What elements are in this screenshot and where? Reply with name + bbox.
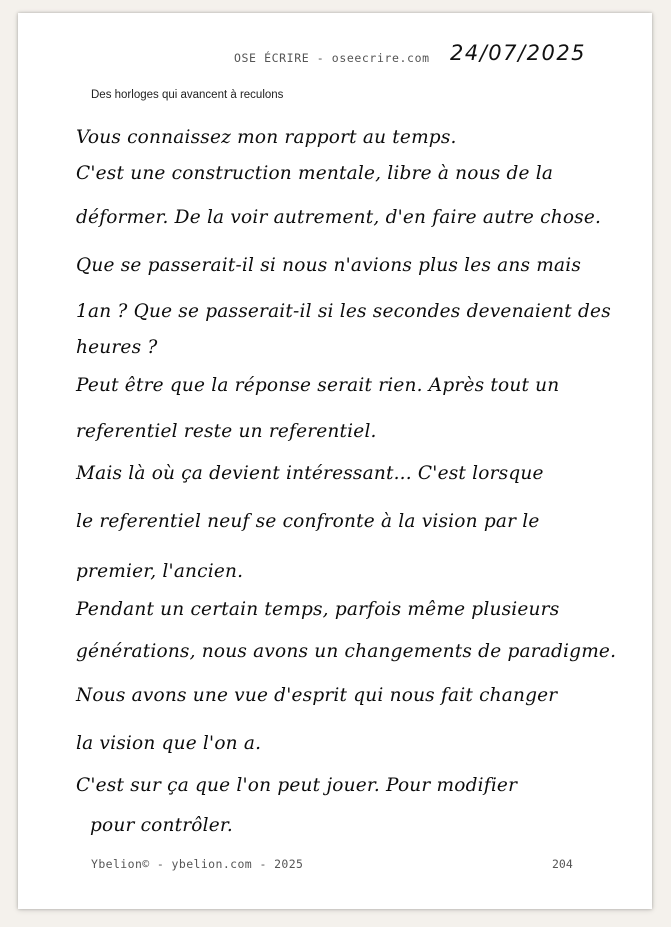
handwritten-line: la vision que l'on a.: [76, 733, 262, 754]
handwritten-line: referentiel reste un referentiel.: [76, 421, 377, 442]
handwritten-line: C'est sur ça que l'on peut jouer. Pour modifier: [76, 775, 518, 796]
handwritten-line: 1an ? Que se passerait-il si les secondes devenaient des: [76, 301, 611, 322]
handwritten-line: C'est une construction mentale, libre à nous de la: [76, 163, 554, 184]
handwritten-line: Mais là où ça devient intéressant... C'est lorsque: [76, 463, 544, 484]
handwritten-line: Nous avons une vue d'esprit qui nous fait changer: [76, 685, 558, 706]
handwritten-line: premier, l'ancien.: [76, 561, 244, 582]
handwritten-line: Que se passerait-il si nous n'avions plus les ans mais: [76, 255, 582, 276]
handwritten-line: Peut être que la réponse serait rien. Après tout un: [76, 375, 560, 396]
header-site: OSE ÉCRIRE - oseecrire.com: [234, 51, 430, 65]
handwritten-line: heures ?: [76, 337, 158, 358]
notebook-page: [18, 13, 652, 909]
handwritten-line: Pendant un certain temps, parfois même plusieurs: [76, 599, 560, 620]
handwritten-line: le referentiel neuf se confronte à la vision par le: [76, 511, 540, 532]
footer-credit: Ybelion© - ybelion.com - 2025: [91, 857, 304, 871]
handwritten-line: générations, nous avons un changements de paradigme.: [76, 641, 617, 662]
header-date: 24/07/2025: [450, 41, 587, 65]
handwritten-line: déformer. De la voir autrement, d'en faire autre chose.: [76, 207, 602, 228]
page-subtitle: Des horloges qui avancent à reculons: [91, 89, 284, 101]
handwritten-line: Vous connaissez mon rapport au temps.: [76, 127, 457, 148]
handwritten-line: pour contrôler.: [90, 815, 234, 836]
page-number: 204: [552, 857, 573, 871]
